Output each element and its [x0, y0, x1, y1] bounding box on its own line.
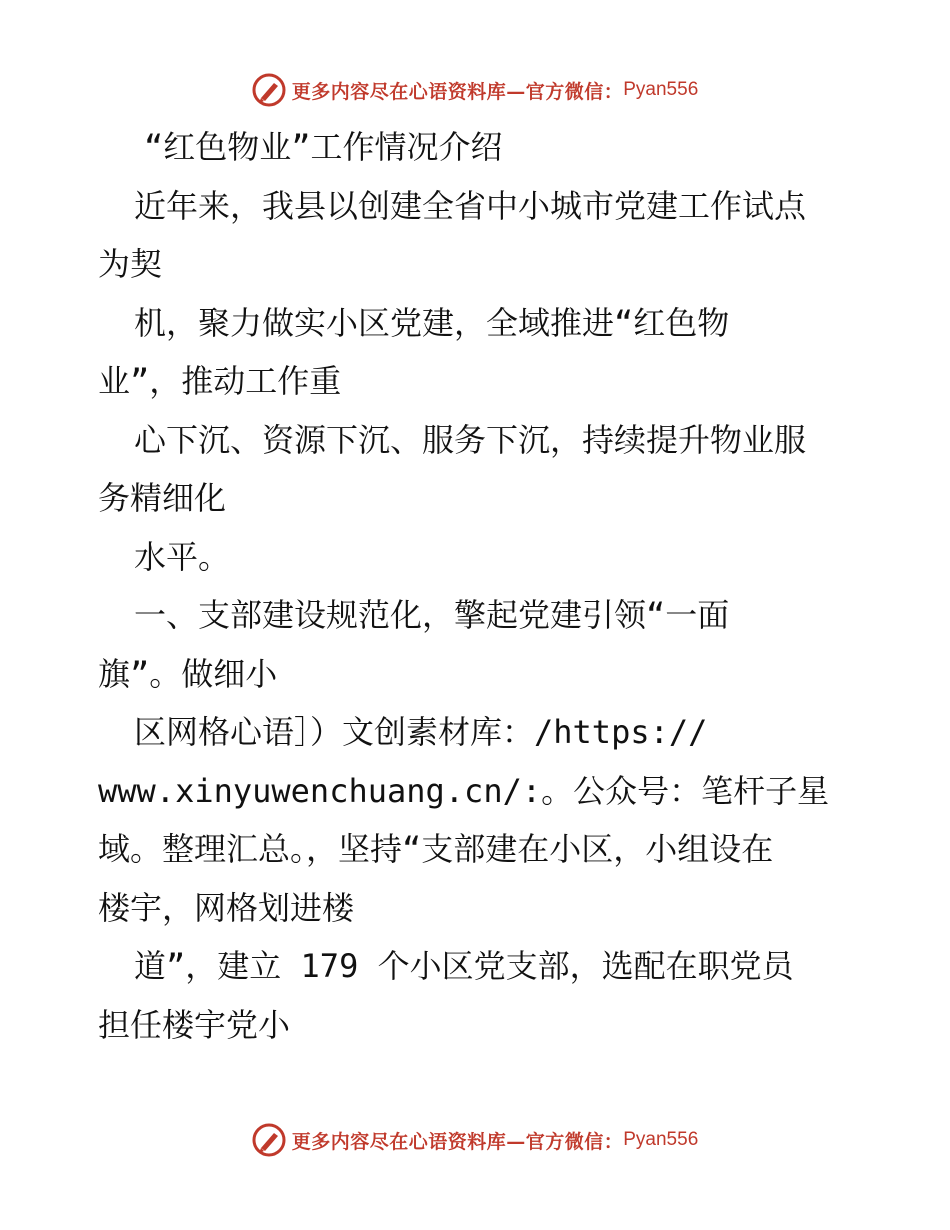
paragraph-line: www.xinyuwenchuang.cn/:。公众号：笔杆子星 — [98, 771, 830, 810]
document-body — [98, 118, 858, 1054]
pen-logo-icon — [252, 1123, 286, 1157]
document-title: “红色物业”工作情况介绍 — [144, 128, 503, 166]
paragraph-line: 楼宇，网格划进楼 — [98, 888, 355, 927]
paragraph-line: 区网格心语］）文创素材库：/https:// — [134, 713, 708, 751]
watermark-handle: Pyan556 — [623, 1129, 699, 1150]
section-heading-line: 一、支部建设规范化，擎起党建引领“一面 — [134, 596, 730, 634]
section-heading-line: 旗”。做细小 — [98, 654, 278, 693]
paragraph-line: 机，聚力做实小区党建，全域推进“红色物 — [134, 303, 730, 342]
paragraph-line: 近年来，我县以创建全省中小城市党建工作试点 — [134, 186, 807, 225]
paragraph-line: 域。整理汇总。，坚持“支部建在小区，小组设在 — [98, 830, 774, 868]
paragraph-line: 道”，建立 179 个小区党支部，选配在职党员 — [134, 947, 794, 985]
paragraph-line: 担任楼宇党小 — [98, 1005, 291, 1044]
pen-logo-icon — [252, 73, 286, 107]
watermark-text: 更多内容尽在心语资料库—官方微信： — [291, 80, 624, 103]
paragraph-line: 务精细化 — [98, 479, 227, 517]
footer-watermark — [0, 1120, 950, 1160]
paragraph-line: 水平。 — [134, 537, 231, 576]
watermark-handle: Pyan556 — [623, 79, 699, 100]
header-watermark — [0, 70, 950, 110]
paragraph-line: 业”，推动工作重 — [98, 362, 342, 400]
paragraph-line: 为契 — [98, 245, 163, 283]
paragraph-line: 心下沉、资源下沉、服务下沉，持续提升物业服 — [134, 420, 807, 459]
watermark-text: 更多内容尽在心语资料库—官方微信： — [291, 1130, 624, 1153]
